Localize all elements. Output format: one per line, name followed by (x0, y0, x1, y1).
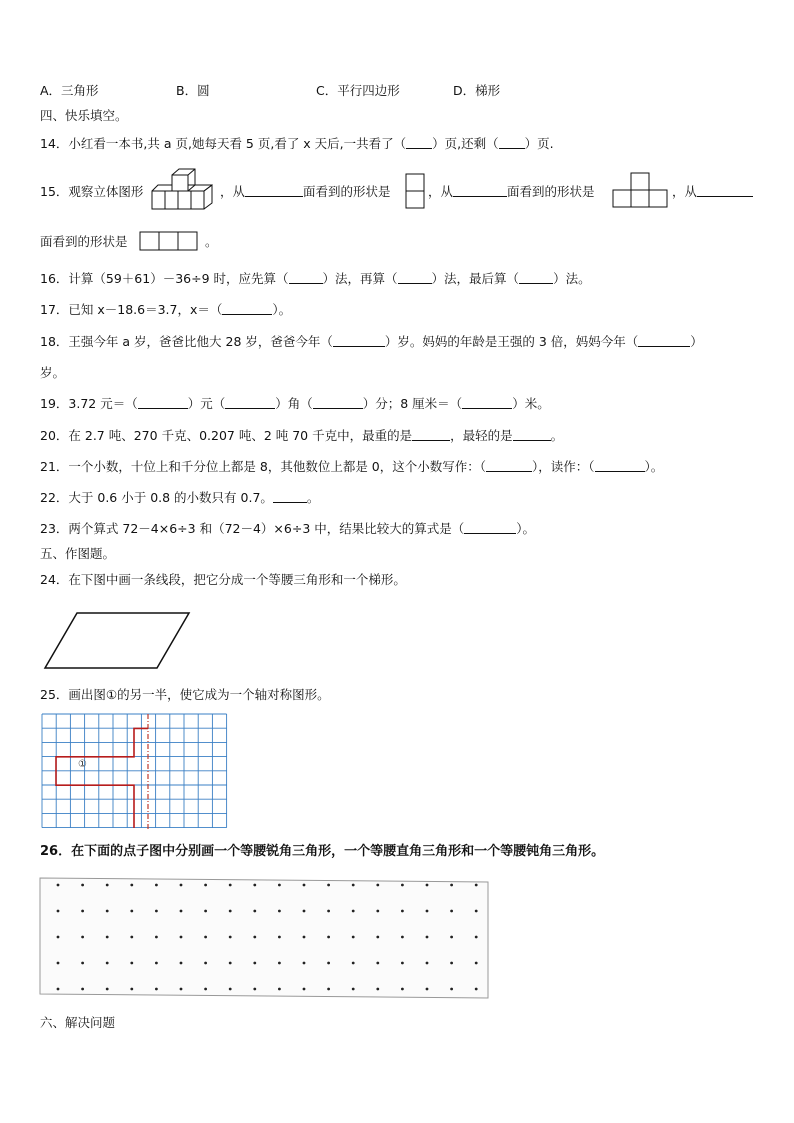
grid-dot[interactable] (327, 910, 330, 913)
grid-dot[interactable] (253, 910, 256, 913)
grid-dot[interactable] (401, 910, 404, 913)
grid-dot[interactable] (426, 988, 429, 991)
grid-dot[interactable] (106, 936, 109, 939)
grid-dot[interactable] (229, 988, 232, 991)
grid-dot[interactable] (376, 936, 379, 939)
grid-dot[interactable] (81, 910, 84, 913)
q16-text-b: ）法，再算（ (322, 271, 398, 286)
grid-dot[interactable] (204, 988, 207, 991)
grid-dot[interactable] (278, 910, 281, 913)
q15-text-f: ，从 (672, 184, 698, 199)
grid-dot[interactable] (155, 910, 158, 913)
q16-text-c: ）法，最后算（ (431, 271, 520, 286)
grid-dot[interactable] (253, 988, 256, 991)
q16-text-d: ）法。 (553, 271, 591, 286)
grid-dot[interactable] (426, 936, 429, 939)
q22-text-b: 。 (306, 490, 320, 505)
grid-dot[interactable] (180, 988, 183, 991)
q21-text-b: ），读作：（ (532, 459, 595, 474)
question-18 (40, 334, 703, 350)
grid-dot[interactable] (327, 962, 330, 965)
question-20 (40, 428, 563, 444)
parallelogram-figure (42, 610, 192, 672)
q15-blank-2[interactable] (453, 184, 507, 197)
question-26: 26．在下面的点子图中分别画一个等腰锐角三角形，一个等腰直角三角形和一个等腰钝角三角形。 (40, 844, 605, 859)
q15-line-1-a (220, 184, 391, 200)
grid-dot[interactable] (180, 936, 183, 939)
q15-text-a: 15．观察立体图形 (40, 184, 144, 199)
grid-dot[interactable] (155, 962, 158, 965)
grid-dot[interactable] (376, 910, 379, 913)
grid-dot[interactable] (303, 884, 306, 887)
q20-blank-2[interactable] (513, 428, 551, 441)
dot-grid-figure[interactable] (38, 876, 492, 1002)
grid-dot[interactable] (180, 910, 183, 913)
q19-text-c: ）角（ (275, 396, 313, 411)
q20-text-b: ，最轻的是 (450, 428, 513, 443)
grid-dot[interactable] (155, 988, 158, 991)
q15-text-h: 。 (205, 234, 218, 249)
grid-dot[interactable] (57, 988, 60, 991)
grid-dot[interactable] (81, 962, 84, 965)
grid-dot[interactable] (401, 962, 404, 965)
grid-dot[interactable] (426, 884, 429, 887)
q16-blank-2[interactable] (398, 271, 432, 284)
q19-text-d: ）分；8 厘米＝（ (362, 396, 463, 411)
q14-text-c: ）页. (524, 136, 554, 151)
q15-blank-3[interactable] (697, 184, 753, 197)
grid-dot[interactable] (278, 962, 281, 965)
q16-blank-3[interactable] (519, 271, 553, 284)
q15-text-d: ，从 (428, 184, 454, 199)
grid-dot[interactable] (450, 936, 453, 939)
grid-dot[interactable] (180, 962, 183, 965)
q16-blank-1[interactable] (289, 271, 323, 284)
grid-dot[interactable] (130, 936, 133, 939)
q19-blank-4[interactable] (462, 396, 512, 409)
q20-text-c: 。 (550, 428, 564, 443)
q14-blank-1[interactable] (406, 136, 432, 149)
grid-dot[interactable] (401, 988, 404, 991)
grid-dot[interactable] (352, 884, 355, 887)
grid-dot[interactable] (204, 884, 207, 887)
figure-1-marker: ① (78, 759, 87, 770)
grid-dot[interactable] (106, 884, 109, 887)
q17-text-b: ）。 (272, 302, 292, 317)
grid-dot[interactable] (57, 884, 60, 887)
q22-text-a: 22．大于 0.6 小于 0.8 的小数只有 0.7。 (40, 490, 273, 505)
q18-text-a: 18．王强今年 a 岁，爸爸比他大 28 岁，爸爸今年（ (40, 334, 333, 349)
question-19 (40, 396, 550, 412)
grid-dot[interactable] (253, 936, 256, 939)
choice-d[interactable]: D．梯形 (453, 83, 501, 98)
grid-dot[interactable] (327, 936, 330, 939)
grid-dot[interactable] (130, 962, 133, 965)
section-4-heading: 四、快乐填空。 (40, 108, 128, 123)
grid-dot[interactable] (180, 884, 183, 887)
grid-figure[interactable] (40, 712, 230, 832)
question-14 (40, 136, 554, 152)
grid-dot[interactable] (57, 910, 60, 913)
grid-dot[interactable] (278, 884, 281, 887)
grid-dot[interactable] (57, 962, 60, 965)
q23-text-a: 23．两个算式 72－4×6÷3 和（72－4）×6÷3 中，结果比较大的算式是（ (40, 521, 465, 536)
grid-dot[interactable] (450, 884, 453, 887)
choice-c[interactable]: C．平行四边形 (316, 83, 400, 98)
q19-blank-2[interactable] (225, 396, 275, 409)
grid-dot[interactable] (450, 962, 453, 965)
q18-text-b: ）岁。妈妈的年龄是王强的 3 倍，妈妈今年（ (384, 334, 639, 349)
grid-dot[interactable] (155, 936, 158, 939)
grid-dot[interactable] (278, 988, 281, 991)
q19-text-e: ）米。 (512, 396, 550, 411)
choice-b[interactable]: B．圆 (176, 83, 210, 98)
grid-dot[interactable] (106, 962, 109, 965)
q21-text-a: 21．一个小数，十位上和千分位上都是 8，其他数位上都是 0，这个小数写作：（ (40, 459, 487, 474)
q18-blank-2[interactable] (638, 334, 690, 347)
grid-dot[interactable] (57, 936, 60, 939)
q17-blank[interactable] (222, 302, 272, 315)
grid-dot[interactable] (426, 962, 429, 965)
grid-dot[interactable] (376, 962, 379, 965)
grid-dot[interactable] (303, 962, 306, 965)
top-view-shape (139, 231, 201, 253)
grid-dot[interactable] (130, 910, 133, 913)
grid-dot[interactable] (130, 884, 133, 887)
q19-blank-3[interactable] (313, 396, 363, 409)
q20-blank-1[interactable] (412, 428, 450, 441)
q14-text-a: 14．小红看一本书,共 a 页,她每天看 5 页,看了 x 天后,一共看了（ (40, 136, 407, 151)
q15-text-c: 面看到的形状是 (303, 184, 391, 199)
grid-dot[interactable] (253, 962, 256, 965)
q22-blank[interactable] (273, 490, 307, 503)
q21-text-c: ）。 (644, 459, 664, 474)
q15-blank-1[interactable] (245, 184, 303, 197)
grid-dot[interactable] (475, 936, 478, 939)
grid-dot[interactable] (327, 988, 330, 991)
q15-text-b: ，从 (220, 184, 246, 199)
section-5-heading: 五、作图题。 (40, 546, 116, 561)
grid-dot[interactable] (401, 936, 404, 939)
grid-dot[interactable] (303, 988, 306, 991)
grid-dot[interactable] (352, 962, 355, 965)
choice-a[interactable]: A．三角形 (40, 83, 99, 98)
question-21 (40, 459, 663, 475)
section-6-heading: 六、解决问题 (40, 1015, 116, 1030)
q23-text-b: ）。 (516, 521, 536, 536)
grid-dot[interactable] (204, 962, 207, 965)
grid-dot[interactable] (426, 910, 429, 913)
grid-dot[interactable] (376, 884, 379, 887)
q14-blank-2[interactable] (499, 136, 525, 149)
grid-dot[interactable] (229, 910, 232, 913)
grid-dot[interactable] (155, 884, 158, 887)
grid-dot[interactable] (475, 988, 478, 991)
q23-blank[interactable] (464, 521, 516, 534)
grid-dot[interactable] (229, 962, 232, 965)
grid-dot[interactable] (253, 884, 256, 887)
grid-dot[interactable] (204, 910, 207, 913)
q21-blank-1[interactable] (486, 459, 532, 472)
grid-dot[interactable] (450, 910, 453, 913)
q18-text-d: 岁。 (40, 365, 66, 380)
q15-line-1-b (428, 184, 595, 200)
grid-dot[interactable] (278, 936, 281, 939)
grid-dot[interactable] (229, 936, 232, 939)
grid-dot[interactable] (106, 910, 109, 913)
grid-dot[interactable] (401, 884, 404, 887)
grid-dot[interactable] (475, 962, 478, 965)
grid-dot[interactable] (106, 988, 109, 991)
q15-line-1-c (672, 184, 753, 200)
solid-figure (150, 166, 216, 214)
front-view-shape (405, 173, 427, 211)
side-view-shape (612, 172, 670, 210)
grid-dot[interactable] (376, 988, 379, 991)
question-23 (40, 521, 535, 537)
q14-text-b: ）页,还剩（ (432, 136, 499, 151)
q15-text-g: 面看到的形状是 (40, 234, 128, 249)
q20-text-a: 20．在 2.7 吨、270 千克、0.207 吨、2 吨 70 千克中，最重的是 (40, 428, 413, 443)
grid-dot[interactable] (204, 936, 207, 939)
q19-text-b: ）元（ (187, 396, 226, 411)
grid-dot[interactable] (352, 936, 355, 939)
q19-blank-1[interactable] (138, 396, 188, 409)
grid-dot[interactable] (327, 884, 330, 887)
grid-dot[interactable] (475, 884, 478, 887)
question-25: 25．画出图①的另一半，使它成为一个轴对称图形。 (40, 687, 330, 702)
grid-dot[interactable] (130, 988, 133, 991)
grid-dot[interactable] (81, 988, 84, 991)
grid-dot[interactable] (352, 988, 355, 991)
q19-text-a: 19．3.72 元＝（ (40, 396, 138, 411)
q16-text-a: 16．计算（59＋61）－36÷9 时，应先算（ (40, 271, 289, 286)
grid-dot[interactable] (81, 884, 84, 887)
grid-dot[interactable] (229, 884, 232, 887)
grid-dot[interactable] (475, 910, 478, 913)
question-22 (40, 490, 319, 506)
q18-blank-1[interactable] (333, 334, 385, 347)
grid-dot[interactable] (352, 910, 355, 913)
grid-dot[interactable] (303, 910, 306, 913)
grid-dot[interactable] (81, 936, 84, 939)
grid-dot[interactable] (450, 988, 453, 991)
question-16 (40, 271, 591, 287)
grid-dot[interactable] (303, 936, 306, 939)
question-17 (40, 302, 291, 318)
q21-blank-2[interactable] (595, 459, 645, 472)
q17-text-a: 17．已知 x－18.6＝3.7，x＝（ (40, 302, 223, 317)
q18-text-c: ） (690, 334, 703, 349)
question-24: 24．在下图中画一条线段，把它分成一个等腰三角形和一个梯形。 (40, 572, 406, 587)
q15-text-e: 面看到的形状是 (507, 184, 595, 199)
